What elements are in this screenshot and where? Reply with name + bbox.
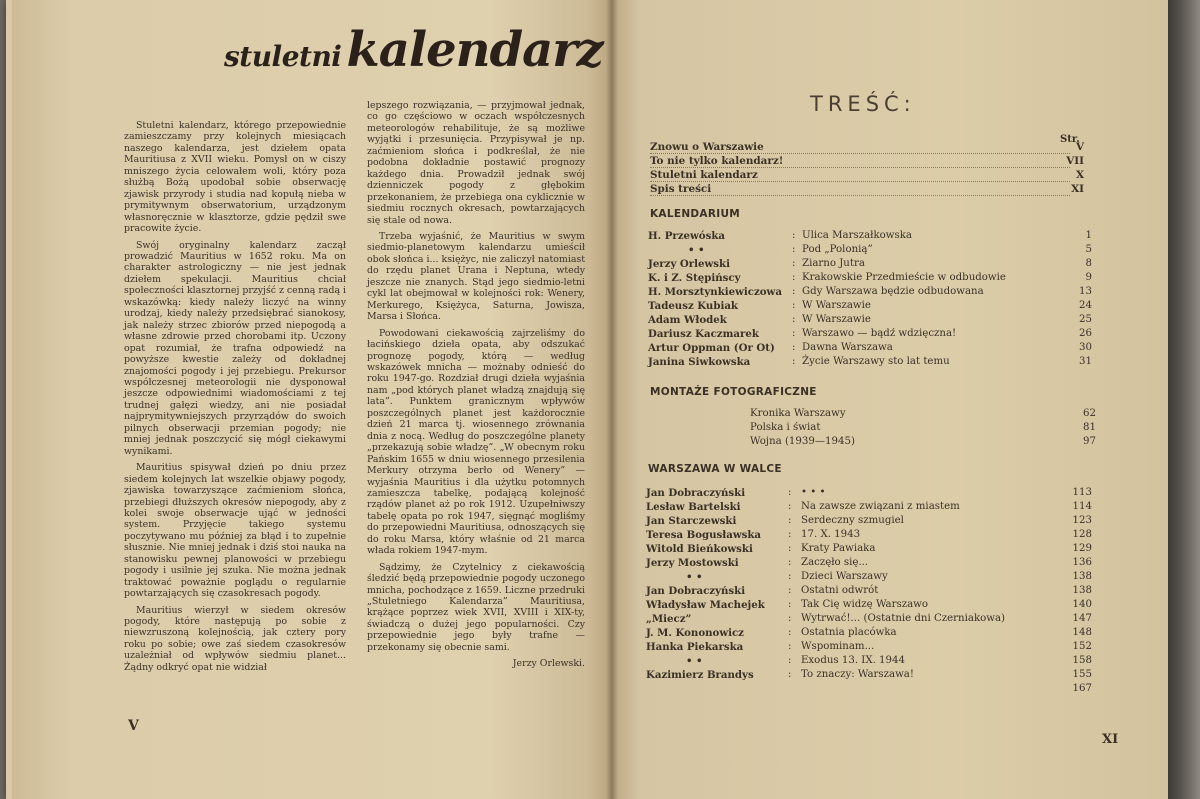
toc-entry-page: 140 (1072, 599, 1092, 610)
toc-entry-title: Stuletni kalendarz (650, 169, 758, 181)
toc-entry (648, 300, 1092, 314)
toc-entry (646, 543, 1092, 557)
toc-entry (646, 599, 1092, 613)
toc-entry-page: 31 (1079, 356, 1092, 367)
toc-entry-author: Witold Bieńkowski (646, 543, 753, 555)
toc-entry (646, 571, 1092, 585)
separator: : (792, 230, 796, 241)
toc-entry-page: 148 (1072, 627, 1092, 638)
toc-entry-author: Dariusz Kaczmarek (648, 328, 759, 340)
separator: : (792, 258, 796, 269)
left-page (12, 0, 612, 799)
toc-entry-page: 128 (1072, 529, 1092, 540)
toc-entry-author: Artur Oppman (Or Ot) (648, 342, 775, 354)
toc-entry (646, 613, 1092, 627)
author-signature: Jerzy Orlewski. (512, 658, 585, 670)
paragraph: Powodowani ciekawością zajrzeliśmy do łacińskiego dzieła opata, aby odszukać prognozę pogody, którą — według wskazówek mnicha — możnaby odnieść do roku 1947-go. Rozdział drugi dzieła wyjaśnia nam „pod których planet władzą znajdują się lata”. Punktem granicznym wpływów poszczególnych planet jest każdorocznie dzień 21 marca tj. wiosennego zrównania dnia z nocą. Według do poszczególne planety „przekazują sobie władzę”. „W obecnym roku Pańskim 1655 w dniu wiosennego przesilenia Merkury otrzyma berło od Wenery” — wyjaśnia Mauritius i dla użytku potomnych zamieszcza tabelkę, podającą kolejność rządów planet aż po rok 1912. Uzupełniwszy tabelę opata po rok 1947, sięgnąć mogliśmy do przepowiedni Mauritiusa, odnoszących się do roku Marsa, który właśnie od 21 marca włada rokiem 1947-mym. (367, 327, 585, 557)
article-column-1 (124, 120, 346, 678)
toc-entry (648, 356, 1092, 370)
article-title-large: kalendarz (346, 22, 603, 78)
toc-entry-title: Serdeczny szmugiel (801, 515, 904, 526)
paragraph: lepszego rozwiązania, — przyjmował jednak, co go częściowo w oczach współczesnych meteorologów rehabilituje, że są możliwe wyjątki i przesunięcia. Przypisywał je np. zaćmieniom słońca i podkreślał, że nie podobna dokładnie postawić prognozy każdego dnia. Prowadził jednak swój dzienniczek pogody z głębokim przekonaniem, że przebiega ona cyklicznie w siedmiu rocznych okresach, powtarzających się stale od nowa. (367, 100, 585, 226)
toc-entry (648, 272, 1092, 286)
toc-entry-author: • • (686, 571, 703, 583)
toc-entry-page: 155 (1072, 669, 1092, 680)
toc-entry (650, 169, 1084, 183)
toc-entry-author: Jan Starczewski (646, 515, 737, 527)
toc-entry-title: Ziarno Jutra (802, 258, 865, 269)
toc-entry-page: 138 (1072, 585, 1092, 596)
paragraph: Trzeba wyjaśnić, że Mauritius w swym siedmio-planetowym kalendarzu umieścił obok słońca i... księżyc, nie zaliczył natomiast do rzędu planet Urana i Neptuna, wtedy jeszcze nie znanych. Stąd jego siedmio-letni cykl lat obejmował w kolejności rok: Wenery, Merkurego, Księżyca, Saturna, Jowisza, Marsa i Słońca. (367, 230, 585, 323)
toc-entry-page: 114 (1072, 501, 1092, 512)
toc-entry-author: J. M. Kononowicz (646, 627, 744, 639)
toc-entry (650, 183, 1084, 197)
toc-entry-title: Wspominam... (801, 641, 875, 652)
toc-entry-author: Hanka Piekarska (646, 641, 744, 653)
separator: : (792, 314, 796, 325)
toc-entry-title: W Warszawie (802, 314, 871, 325)
toc-entry-page: 158 (1072, 655, 1092, 666)
toc-entry (650, 155, 1084, 169)
toc-entry-page: 25 (1079, 314, 1092, 325)
toc-entry (648, 314, 1092, 328)
toc-entry-title: Dzieci Warszawy (801, 571, 888, 582)
toc-entry-title: Polska i świat (750, 422, 821, 433)
toc-entry-page: V (1075, 141, 1084, 153)
toc-entry (646, 487, 1092, 501)
toc-entry (646, 585, 1092, 599)
toc-entry-title: Kraty Pawiaka (801, 543, 876, 554)
toc-entry-title: W Warszawie (802, 300, 871, 311)
separator: : (788, 557, 792, 568)
paragraph: Mauritius spisywał dzień po dniu przez siedem kolejnych lat wszelkie objawy pogody, zjawiska towarzyszące zaćmieniom słońca, przebiegi dłuższych okresów niepogody, aby z kolei swoje obserwacje ująć w jedności system. Przyjęcie takiego systemu poczytywano mu później za błąd i to zupełnie słusznie. Nie mniej jednak i dziś stoi nauka na stanowisku pewnej planowości w przebiegu pogody i usilnie jej szuka. Nie można jednak traktować poważnie poglądu o regularnie powtarzających się czasokresach pogody. (124, 462, 346, 600)
toc-entry-page: 123 (1072, 515, 1092, 526)
toc-entry-title: To znaczy: Warszawa! (801, 669, 914, 680)
toc-entry-title: 17. X. 1943 (801, 529, 861, 540)
toc-entry-page: 129 (1072, 543, 1092, 554)
separator: : (788, 585, 792, 596)
article-title (224, 22, 603, 78)
toc-entry (750, 408, 1096, 422)
toc-kalendarium-list (648, 230, 1092, 380)
toc-entry-author: Jan Dobraczyński (646, 487, 746, 499)
toc-entry-title: Kronika Warszawy (750, 408, 846, 419)
separator: : (788, 529, 792, 540)
separator: : (788, 571, 792, 582)
separator: : (792, 300, 796, 311)
toc-entry-author: Janina Siwkowska (648, 356, 751, 368)
separator: : (792, 244, 796, 255)
toc-entry-title: Pod „Polonią” (802, 244, 873, 255)
section-title-kalendarium: KALENDARIUM (650, 208, 741, 220)
toc-entry (648, 328, 1092, 342)
toc-page-column-label: Str. (1060, 134, 1080, 145)
toc-entry-title: Dawna Warszawa (802, 342, 893, 353)
separator: : (792, 272, 796, 283)
separator: : (792, 356, 796, 367)
page-number-left: V (128, 718, 139, 734)
separator: : (788, 669, 792, 680)
toc-entry-page: 30 (1079, 342, 1092, 353)
toc-entry-title: Ostatni odwrót (801, 585, 879, 596)
toc-entry-page: 113 (1072, 487, 1092, 498)
toc-entry-author: • • (688, 244, 705, 256)
toc-entry (646, 501, 1092, 515)
toc-entry-page: 26 (1079, 328, 1092, 339)
toc-entry (648, 286, 1092, 300)
article-title-small: stuletni (224, 40, 342, 73)
toc-entry-title: Krakowskie Przedmieście w odbudowie (802, 272, 1006, 283)
toc-heading: TREŚĆ: (810, 92, 916, 116)
toc-entry-title: Na zawsze związani z miastem (801, 501, 960, 512)
section-title-warszawa-w-walce: WARSZAWA W WALCE (648, 463, 782, 475)
toc-entry (648, 342, 1092, 356)
separator: : (788, 655, 792, 666)
toc-entry-page: XI (1071, 183, 1084, 195)
toc-entry-page: 9 (1085, 272, 1092, 283)
toc-entry-title: Ulica Marszałkowska (802, 230, 912, 241)
toc-entry-title: Zaczęło się... (801, 557, 869, 568)
section-title-montaze: MONTAŻE FOTOGRAFICZNE (650, 386, 817, 398)
toc-entry-author: H. Przewóska (648, 230, 725, 242)
separator: : (788, 515, 792, 526)
toc-entry (750, 422, 1096, 436)
toc-entry (646, 655, 1092, 669)
toc-entry (646, 627, 1092, 641)
toc-entry-page: 136 (1072, 557, 1092, 568)
toc-entry-author: „Miecz” (646, 613, 692, 625)
toc-entry-page: 138 (1072, 571, 1092, 582)
book-cover-edge (1168, 0, 1200, 799)
separator: : (788, 599, 792, 610)
toc-entry (646, 515, 1092, 529)
toc-entry-page: 81 (1083, 422, 1096, 433)
toc-entry (648, 244, 1092, 258)
toc-entry-author: Jan Dobraczyński (646, 585, 746, 597)
toc-entry-title: Gdy Warszawa będzie odbudowana (802, 286, 984, 297)
paragraph: Mauritius wierzył w siedem okresów pogody, które następują po sobie z niewzruszoną kolejnością, jak cztery pory roku po sobie; owe zaś siedem czasokresów uzależniał od wpływów siedmiu planet... Żądny odkryć opat nie widział (124, 604, 346, 673)
toc-entry (648, 230, 1092, 244)
separator: : (788, 543, 792, 554)
toc-entry (648, 258, 1092, 272)
toc-entry (646, 557, 1092, 571)
toc-entry-author: Władysław Machejek (646, 599, 765, 611)
toc-entry-title: Wytrwać!... (Ostatnie dni Czerniakowa) (801, 613, 1006, 624)
toc-entry-author: Kazimierz Brandys (646, 669, 754, 681)
toc-entry-title: Warszawo — bądź wdzięczna! (802, 328, 957, 339)
separator: : (792, 342, 796, 353)
toc-entry-title: • • • (801, 487, 826, 498)
toc-entry-page: 147 (1072, 613, 1092, 624)
toc-entry-author: • • (686, 655, 703, 667)
toc-entry (646, 669, 1092, 683)
toc-entry-title: Ostatnia placówka (801, 627, 897, 638)
page-number-right: XI (1102, 732, 1119, 747)
toc-entry-title: Znowu o Warszawie (650, 141, 764, 153)
toc-entry-title: Exodus 13. IX. 1944 (801, 655, 905, 666)
toc-entry (646, 529, 1092, 543)
toc-entry-author: K. i Z. Stępińscy (648, 272, 741, 284)
toc-entry-author: Adam Włodek (648, 314, 727, 326)
toc-entry-page: 24 (1079, 300, 1092, 311)
toc-montaze-list (750, 408, 1096, 458)
toc-entry-author: Teresa Bogusławska (646, 529, 761, 541)
toc-entry-page: 5 (1085, 244, 1092, 255)
separator: : (788, 487, 792, 498)
toc-entry-title: To nie tylko kalendarz! (650, 155, 784, 167)
toc-entry-page: 8 (1085, 258, 1092, 269)
toc-entry-page: 152 (1072, 641, 1092, 652)
toc-entry-page: 167 (1072, 683, 1092, 694)
toc-entry-page: 62 (1083, 408, 1096, 419)
toc-entry (750, 436, 1096, 450)
toc-entry-author: H. Morsztynkiewiczowa (648, 286, 782, 298)
toc-entry-page: 13 (1079, 286, 1092, 297)
toc-entry-title: Spis treści (650, 183, 712, 195)
toc-entry (646, 683, 1092, 697)
toc-entry-author: Tadeusz Kubiak (648, 300, 738, 312)
toc-intro-list (650, 133, 1084, 203)
toc-entry-page: X (1075, 169, 1084, 181)
leader-dots (650, 183, 1070, 196)
separator: : (788, 613, 792, 624)
toc-entry-author: Jerzy Orlewski (648, 258, 730, 270)
book-spine (606, 0, 618, 799)
separator: : (788, 501, 792, 512)
paragraph: Sądzimy, że Czytelnicy z ciekawością śledzić będą przepowiednie pogody uczonego mnicha, pochodzące z 1659. Liczne przedruki „Stuletniego Kalendarza” Mauritiusa, krążące poprzez wiek XVII, XVIII i XIX-ty, świadczą o dużej jego popularności. Czy przepowiednie jego były trafne — przekonamy się obecnie sami. (367, 561, 585, 653)
separator: : (788, 641, 792, 652)
separator: : (788, 627, 792, 638)
paragraph: Stuletni kalendarz, którego przepowiednie zamieszczamy przy kolejnych miesiącach naszego kalendarza, jest dziełem opata Mauritiusa z XVII wieku. Pomysł on w ciszy mniszego życia celowałem woli, który poza służbą Bożą upodobał sobie obserwację zjawisk przyrody i studia nad kopułą nieba w prymitywnym obserwatorium, urządzonym własnoręcznie w klasztorze, gdzie pędził swe pracowite życie. (124, 120, 346, 235)
toc-entry-author: Lesław Bartelski (646, 501, 741, 513)
toc-warszawa-list (646, 487, 1092, 707)
toc-entry-page: 97 (1083, 436, 1096, 447)
separator: : (792, 328, 796, 339)
toc-entry-title: Życie Warszawy sto lat temu (802, 356, 950, 367)
toc-entry (646, 641, 1092, 655)
paragraph: Swój oryginalny kalendarz zaczął prowadzić Mauritius w 1652 roku. Ma on charakter astrologiczny — nie jest jednak dziełem spekulacji. Mauritius chciał społeczności klasztornej przyjść z cenną radą i wskazówką: kiedy należy liczyć na winny urodzaj, kiedy należy przedsiębrać sianokosy, jak należy strzec zbiorów przed niepogodą a własne zdrowie przed chorobami itp. Uczony opat rozumiał, że trafna odpowiedź na powyższe kwestie zależy od dokładnej znajomości pogody i jej przebiegu. Prekursor współczesnej meteorologii nie dysponował jeszcze odpowiednimi wiadomościami z tej trudnej gałęzi wiedzy, ani nie posiadał najprymitywniejszych przyrządów do swoich pilnych obserwacji przemian pogody; nie mniej jednak poszczycić się mógł ciekawymi wynikami. (124, 239, 347, 457)
toc-entry-page: VII (1066, 155, 1084, 167)
toc-entry-page: 1 (1085, 230, 1092, 241)
toc-entry-title: Wojna (1939—1945) (750, 436, 855, 447)
toc-entry-author: Jerzy Mostowski (646, 557, 739, 569)
toc-entry (650, 141, 1084, 155)
separator: : (792, 286, 796, 297)
toc-entry-title: Tak Cię widzę Warszawo (801, 599, 928, 610)
article-column-2 (367, 100, 585, 670)
